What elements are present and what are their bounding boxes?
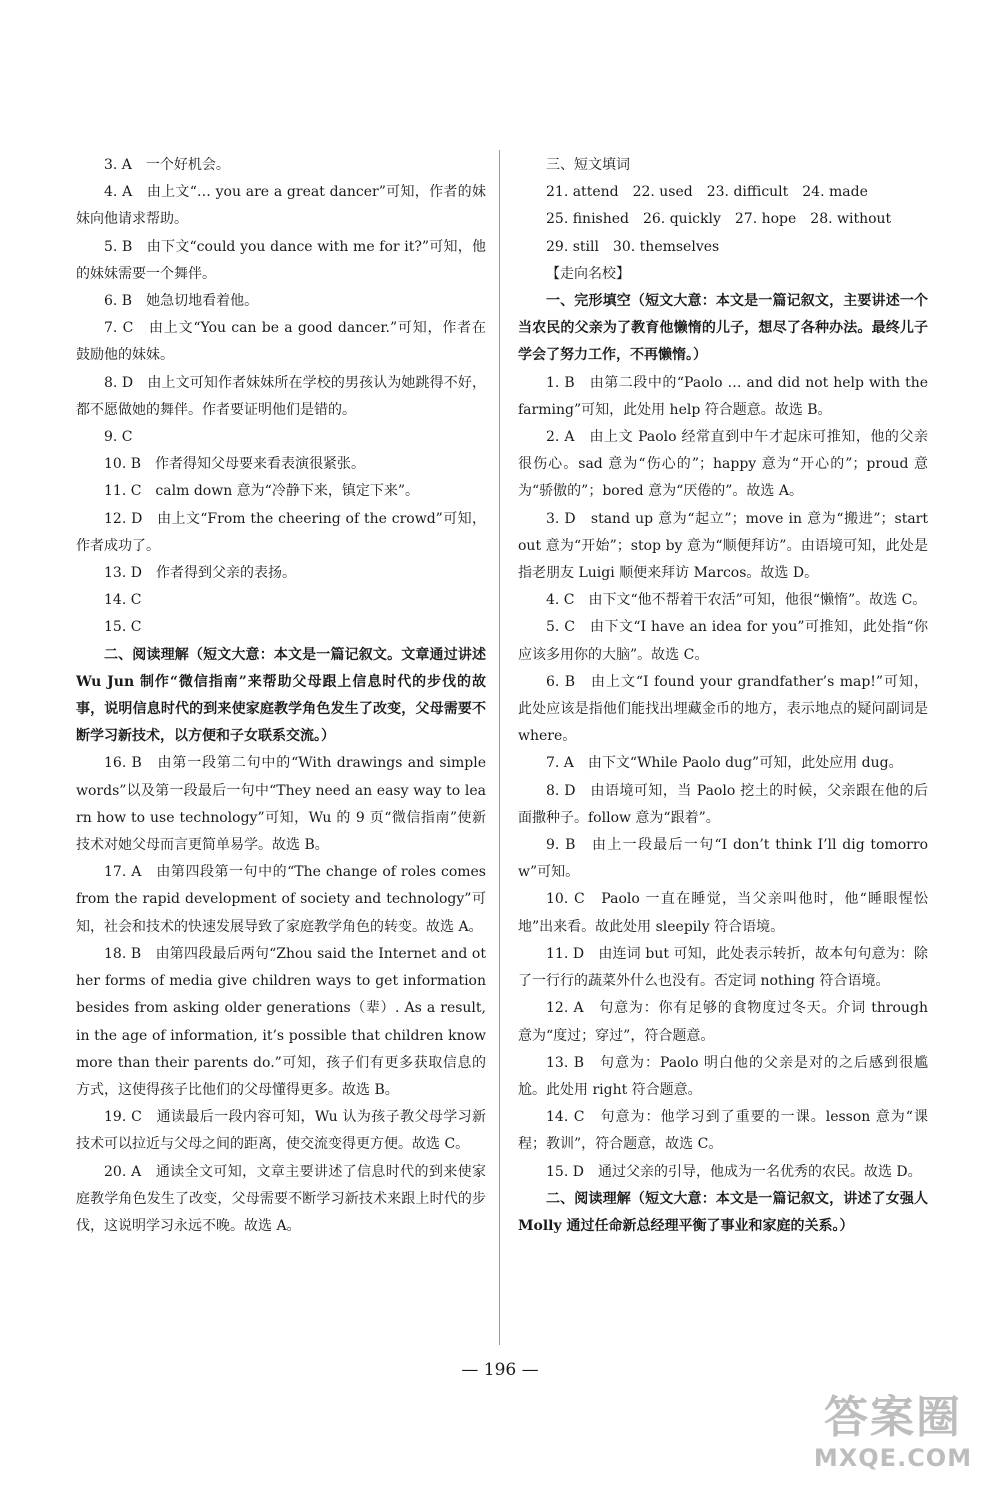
left-paragraph: 19. C 通读最后一段内容可知，Wu 认为孩子教父母学习新技术可以拉近与父母之间的距离，使交流变得更方便。故选 C。 (76, 1109, 486, 1153)
left-column (76, 152, 486, 1240)
left-paragraph: 13. D 作者得到父亲的表扬。 (104, 565, 296, 582)
left-paragraph: 17. A 由第四段第一句中的“The change of roles comes from the rapid development of society and technology”可知，社会和技术的快速发展导致了家庭教学角色的转变。故选 A。 (76, 864, 486, 935)
right-paragraph: 15. D 通过父亲的引导，他成为一名优秀的农民。故选 D。 (546, 1163, 922, 1180)
right-paragraph: 三、短文填词 (546, 157, 630, 173)
right-paragraph: 12. A 句意为：你有足够的食物度过冬天。介词 through 意为“度过；穿过”，符合题意。 (518, 1000, 928, 1044)
right-paragraph: 二、阅读理解（短文大意：本文是一篇记叙文，讲述了女强人 Molly 通过任命新总经理平衡了事业和家庭的关系。） (518, 1190, 928, 1234)
column-divider (499, 150, 500, 1345)
left-paragraph: 11. C calm down 意为“冷静下来，镇定下来”。 (104, 483, 419, 500)
right-paragraph: 9. B 由上一段最后一句“I don’t think I’ll dig tomorrow”可知。 (518, 837, 928, 881)
right-paragraph: 14. C 句意为：他学习到了重要的一课。lesson 意为“课程；教训”，符合题意，故选 C。 (518, 1109, 928, 1153)
right-paragraph: 8. D 由语境可知，当 Paolo 挖土的时候，父亲跟在他的后面撒种子。follow 意为“跟着”。 (518, 782, 928, 826)
left-paragraph: 10. B 作者得知父母要来看表演很紧张。 (104, 456, 366, 473)
left-paragraph: 16. B 由第一段第二句中的“With drawings and simple words”以及第一段最后一句中“They need an easy way to learn how to use technology”可知，Wu 的 9 页“微信指南”使新技术对她父母而言更简单易学。故选 B。 (76, 755, 486, 854)
left-paragraph: 12. D 由上文“From the cheering of the crowd”可知，作者成功了。 (76, 510, 486, 554)
left-paragraph: 3. A 一个好机会。 (104, 157, 230, 173)
left-paragraph: 14. C (104, 592, 142, 609)
left-paragraph: 15. C (104, 619, 142, 636)
watermark-en: MXQE.COM (813, 1444, 973, 1472)
left-paragraph: 8. D 由上文可知作者妹妹所在学校的男孩认为她跳得不好，都不愿做她的舞伴。作者要证明他们是错的。 (76, 374, 486, 418)
left-paragraph: 二、阅读理解（短文大意：本文是一篇记叙文。文章通过讲述 Wu Jun 制作“微信指南”来帮助父母跟上信息时代的步伐的故事，说明信息时代的到来使家庭教学角色发生了改变，父母需要不断学习新技术，以方便和子女联系交流。） (76, 646, 486, 745)
right-paragraph: 【走向名校】 (546, 265, 630, 282)
left-paragraph: 5. B 由下文“could you dance with me for it?”可知，他的妹妹需要一个舞伴。 (76, 238, 486, 282)
left-paragraph: 4. A 由上文“… you are a great dancer”可知，作者的妹妹向他请求帮助。 (76, 184, 486, 228)
left-paragraph: 9. C (104, 429, 133, 446)
watermark-logo (808, 1392, 978, 1482)
page-number: — 196 — (461, 1360, 539, 1380)
right-paragraph: 7. A 由下文“While Paolo dug”可知，此处应用 dug。 (546, 755, 903, 772)
left-paragraph: 20. A 通读全文可知，文章主要讲述了信息时代的到来使家庭教学角色发生了改变，父母需要不断学习新技术来跟上时代的步伐，这说明学习永远不晚。故选 A。 (76, 1163, 486, 1234)
right-paragraph: 11. D 由连词 but 可知，此处表示转折，故本句句意为：除了一行行的蔬菜外什么也没有。否定词 nothing 符合语境。 (518, 945, 928, 990)
right-paragraph: 2. A 由上文 Paolo 经常直到中午才起床可推知，他的父亲很伤心。sad 意为“伤心的”；happy 意为“开心的”；proud 意为“骄傲的”；bored 意为“厌倦的”。故选 A。 (518, 429, 928, 500)
right-paragraph: 1. B 由第二段中的“Paolo … and did not help with the farming”可知，此处用 help 符合题意。故选 B。 (518, 374, 928, 418)
right-paragraph: 6. B 由上文“I found your grandfather’s map!”可知，此处应该是指他们能找出埋藏金币的地方，表示地点的疑问副词是 where。 (518, 673, 928, 745)
right-paragraph: 13. B 句意为：Paolo 明白他的父亲是对的之后感到很尴尬。此处用 right 符合题意。 (518, 1054, 928, 1098)
right-paragraph: 21. attend 22. used 23. difficult 24. made (546, 184, 868, 201)
right-column (518, 152, 928, 1240)
right-paragraph: 3. D stand up 意为“起立”；move in 意为“搬进”；start out 意为“开始”；stop by 意为“顺便拜访”。由语境可知，此处是指老朋友 Luigi 顺便来拜访 Marcos。故选 D。 (518, 510, 928, 582)
right-paragraph: 10. C Paolo 一直在睡觉，当父亲叫他时，他“睡眼惺忪地”出来看。故此处用 sleepily 符合语境。 (518, 891, 928, 935)
right-paragraph: 一、完形填空（短文大意：本文是一篇记叙文，主要讲述一个当农民的父亲为了教育他懒惰的儿子，想尽了各种办法。最终儿子学会了努力工作，不再懒惰。） (518, 293, 928, 364)
right-paragraph: 5. C 由下文“I have an idea for you”可推知，此处指“你应该多用你的大脑”。故选 C。 (518, 619, 928, 663)
right-paragraph: 29. still 30. themselves (546, 238, 720, 255)
right-paragraph: 4. C 由下文“他不帮着干农活”可知，他很“懒惰”。故选 C。 (546, 592, 927, 609)
left-paragraph: 18. B 由第四段最后两句“Zhou said the Internet and other forms of media give children ways to get information besides from asking older generations（辈）. As a result, in the age of information, it’s possible that children know more than their parents do.”可知，孩子们有更多获取信息的方式，这使得孩子比他们的父母懂得更多。故选 B。 (76, 945, 486, 1098)
right-paragraph: 25. finished 26. quickly 27. hope 28. without (546, 211, 892, 228)
left-paragraph: 7. C 由上文“You can be a good dancer.”可知，作者在鼓励他的妹妹。 (76, 320, 486, 364)
watermark-cn: 答案圈 (824, 1392, 962, 1443)
left-paragraph: 6. B 她急切地看着他。 (104, 293, 259, 310)
